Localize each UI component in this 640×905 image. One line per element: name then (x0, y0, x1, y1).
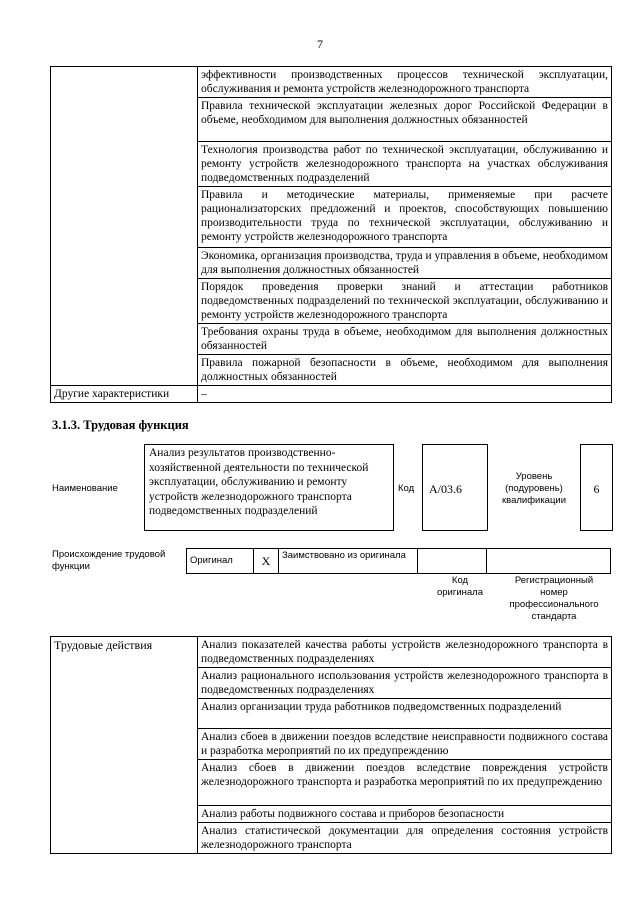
table-cell: эффективности производственных процессов технической эксплуатации, обслуживания и ремонта устройств железнодорожного транспорта (198, 67, 612, 98)
actions-table (50, 636, 612, 854)
function-name: Анализ результатов производственно-хозяйственной деятельности по технической эксплуатации, обслуживанию и ремонту устройств железнодорожного транспорта подведомственных подразделений (149, 447, 369, 517)
table-cell: Анализ статистической документации для определения состояния устройств железнодорожного транспорта (198, 823, 612, 854)
level-box (580, 444, 613, 531)
table-cell: Правила пожарной безопасности в объеме, необходимом для выполнения должностных обязанностей (198, 355, 612, 386)
row-label-cell (51, 67, 198, 386)
origin-table (186, 548, 611, 574)
row-label-cell: Трудовые действия (51, 637, 198, 854)
original-code-cell (418, 549, 487, 574)
table-cell: Экономика, организация производства, труда и управления в объеме, необходимом для выполнения должностных обязанностей (198, 248, 612, 279)
table-cell: Анализ сбоев в движении поездов вследствие неисправности подвижного состава и разработка мероприятий по их предупреждению (198, 729, 612, 760)
section-title: 3.1.3. Трудовая функция (52, 418, 189, 432)
table-cell: Технология производства работ по технической эксплуатации, обслуживанию и ремонту устройств железнодорожного транспорта на участках обслуживания подведомственных подразделений (198, 142, 612, 187)
table-cell: Анализ сбоев в движении поездов вследствие повреждения устройств железнодорожного транспорта и разработка мероприятий по их предупреждению (198, 760, 612, 806)
row-label-cell: Другие характеристики (51, 386, 198, 403)
code-label: Код (398, 483, 415, 494)
knowledge-table (50, 66, 612, 403)
table-cell: Правила технической эксплуатации железных дорог Российской Федерации в объеме, необходимом для выполнения должностных обязанностей (198, 98, 612, 142)
code-value: А/03.6 (429, 482, 462, 496)
table-row (187, 549, 611, 574)
table-cell: Требования охраны труда в объеме, необходимом для выполнения должностных обязанностей (198, 324, 612, 355)
level-label: Уровень (подуровень) квалификации (501, 471, 567, 506)
name-label: Наименование (52, 483, 118, 494)
origin-label: Происхождение трудовой функции (52, 549, 166, 572)
page-number: 7 (317, 37, 323, 51)
name-box (144, 444, 394, 531)
table-cell: Анализ организации труда работников подведомственных подразделений (198, 699, 612, 729)
original-mark: Х (254, 549, 279, 574)
reg-number-cell (487, 549, 611, 574)
reg-caption: Регистрационный номер профессионального стандарта (509, 575, 599, 622)
code-box (422, 444, 488, 531)
table-cell: Анализ работы подвижного состава и приборов безопасности (198, 806, 612, 823)
table-cell: Правила и методические материалы, применяемые при расчете рационализаторских предложений и проектов, способствующих повышению производительности труда по технической эксплуатации, обслуживанию и ремонту устройств железнодорожного транспорта (198, 187, 612, 248)
table-row (51, 637, 612, 668)
original-cell: Оригинал (187, 549, 254, 574)
borrowed-cell: Заимствовано из оригинала (279, 549, 418, 574)
table-cell: Порядок проведения проверки знаний и аттестации работников подведомственных подразделений по технической эксплуатации, обслуживанию и ремонту устройств железнодорожного транспорта (198, 279, 612, 324)
table-cell: Анализ показателей качества работы устройств железнодорожного транспорта в подведомственных подразделениях (198, 637, 612, 668)
table-row (51, 386, 612, 403)
table-cell: Анализ рационального использования устройств железнодорожного транспорта в подведомственных подразделениях (198, 668, 612, 699)
table-row (51, 67, 612, 98)
level-value: 6 (593, 482, 600, 496)
code-caption: Код оригинала (436, 575, 483, 598)
table-cell: – (198, 386, 612, 403)
